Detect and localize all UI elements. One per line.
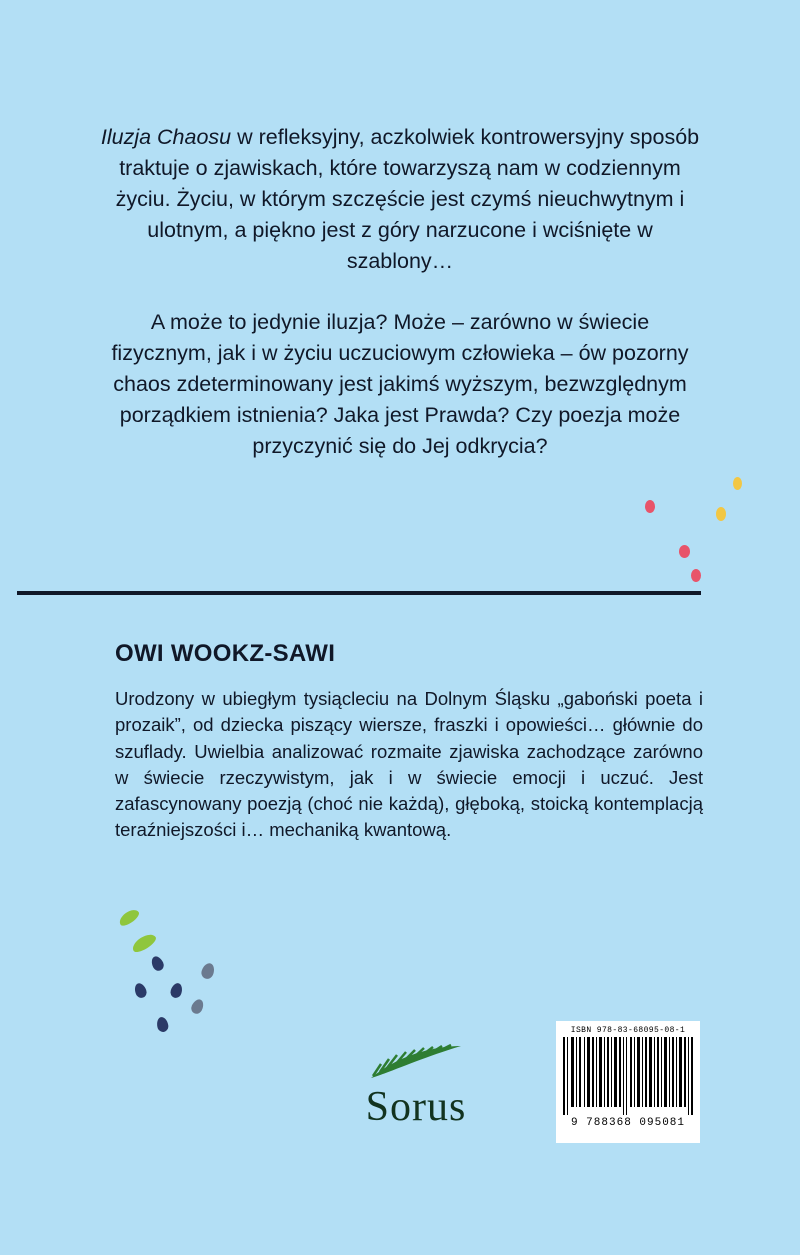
publisher-logo — [336, 1042, 496, 1128]
confetti-dot-5 — [691, 569, 701, 582]
blurb-paragraph-1-rest: w refleksyjny, aczkolwiek kontrowersyjny sposób traktuje o zjawiskach, które towarzyszą nam w codziennym życiu. Życiu, w którym szczęście jest czymś nieuchwytnym i ulotnym, a piękno jest z góry narzucone i wciśnięte w szablony… — [115, 125, 700, 273]
barcode-bars — [561, 1037, 695, 1115]
confetti-dot-2 — [645, 500, 655, 513]
leaf-shape-2 — [130, 931, 158, 955]
seed-shape-5 — [189, 997, 205, 1015]
isbn-text: ISBN 978-83-68095-08-1 — [570, 1026, 686, 1035]
seed-shape-3 — [133, 982, 148, 1000]
confetti-dot-4 — [679, 545, 690, 558]
section-divider — [17, 591, 701, 595]
seed-shape-2 — [200, 961, 217, 980]
publisher-name: Sorus — [365, 1084, 467, 1130]
book-title-italic: Iluzja Chaosu — [100, 125, 232, 149]
confetti-dot-1 — [733, 477, 742, 490]
seed-shape-1 — [149, 954, 165, 972]
seed-shape-4 — [169, 982, 184, 1000]
author-bio: Urodzony w ubiegłym tysiącleciu na Dolnym Śląsku „gaboński poeta i prozaik”, od dziecka piszący wiersze, fraszki i opowieści… głównie do szuflady. Uwielbia analizować rozmaite zjawiska zachodzące zarówno w świecie rzeczywistym, jak i w świecie emocji i uczuć. Jest zafascynowany poezją (choć nie każdą), głęboką, stoicką kontemplacją teraźniejszości i… mechaniką kwantową. — [115, 688, 703, 841]
fern-leaf-icon — [361, 1042, 471, 1084]
blurb-paragraph-1 — [100, 122, 700, 277]
barcode-digits: 9 788368 095081 — [570, 1117, 686, 1129]
confetti-dot-3 — [716, 507, 726, 521]
seed-shape-6 — [156, 1016, 170, 1033]
blurb-block — [100, 122, 700, 462]
blurb-paragraph-2: A może to jedynie iluzja? Może – zarówno w świecie fizycznym, jak i w życiu uczuciowym człowieka – ów pozorny chaos zdeterminowany jest jakimś wyższym, bezwzględnym porządkiem istnienia? Jaka jest Prawda? Czy poezja może przyczynić się do Jej odkrycia? — [111, 309, 689, 458]
author-name: OWI WOOKZ-SAWI — [115, 640, 336, 667]
barcode-block — [556, 1021, 700, 1143]
leaf-shape-1 — [117, 907, 141, 929]
